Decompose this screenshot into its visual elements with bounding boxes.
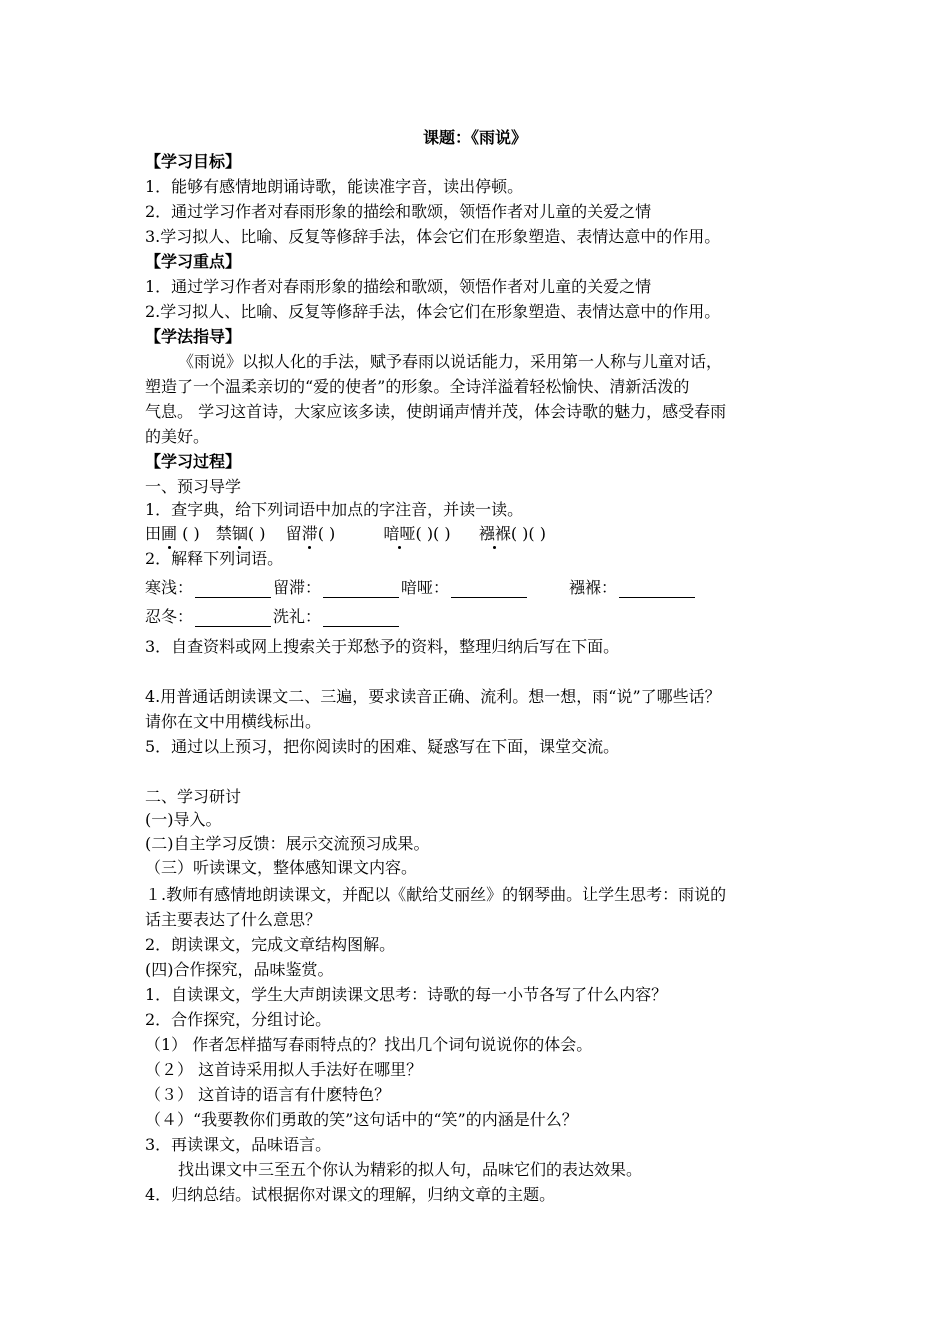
question-2: 2．解释下列词语。 [145, 549, 284, 568]
goals-heading: 【学习目标】 [145, 152, 242, 171]
term-label: 寒浅： [145, 578, 194, 597]
question-3: 3．自查资料或网上搜索关于郑愁予的资料，整理归纳后写在下面。 [145, 637, 620, 656]
step-item: 3．再读课文，品味语言。 [145, 1135, 332, 1154]
discussion-item: （1） 作者怎样描写春雨特点的？找出几个词句说说你的体会。 [145, 1035, 593, 1054]
explain-row [145, 578, 697, 598]
keypoints-heading: 【学习重点】 [145, 252, 242, 271]
step-item: 1．自读课文，学生大声朗读课文思考：诗歌的每一小节各写了什么内容？ [145, 985, 668, 1004]
guide-heading: 【学法指导】 [145, 327, 242, 346]
step-item: 2．朗读课文，完成文章结构图解。 [145, 935, 396, 954]
step-item: １.教师有感情地朗读课文，并配以《献给艾丽丝》的钢琴曲。让学生思考：雨说的 [145, 885, 727, 904]
part1-heading: 一、预习导学 [145, 477, 242, 496]
word-item: 田圃 ( ) [145, 524, 200, 543]
term-label: 留滞： [273, 578, 322, 597]
term-label: 忍冬： [145, 607, 194, 626]
step-item: 2．合作探究，分组讨论。 [145, 1010, 332, 1029]
dotted-char: 襁褓 [478, 524, 511, 543]
step-item: (一)导入。 [145, 810, 222, 829]
step-item: （三）听读课文，整体感知课文内容。 [145, 858, 418, 877]
question-4-cont: 请你在文中用横线标出。 [145, 712, 322, 731]
answer-blank[interactable] [195, 610, 271, 627]
goal-item: 1．能够有感情地朗诵诗歌，能读准字音，读出停顿。 [145, 177, 524, 196]
part2-heading: 二、学习研讨 [145, 787, 242, 806]
goal-item: 3.学习拟人、比喻、反复等修辞手法，体会它们在形象塑造、表情达意中的作用。 [145, 227, 721, 246]
step-item: 4．归纳总结。试根据你对课文的理解，归纳文章的主题。 [145, 1185, 556, 1204]
guide-line: 气息。 学习这首诗，大家应该多读，使朗诵声情并茂，体会诗歌的魅力，感受春雨 [145, 402, 727, 421]
dotted-char: 滞 [301, 524, 318, 543]
word-list [145, 524, 546, 544]
process-heading: 【学习过程】 [145, 452, 242, 471]
explain-row [145, 607, 401, 627]
step-item-cont: 找出课文中三至五个你认为精彩的拟人句，品味它们的表达效果。 [178, 1160, 643, 1179]
dotted-char: 圃 [161, 524, 178, 543]
question-5: 5．通过以上预习，把你阅读时的困难、疑惑写在下面，课堂交流。 [145, 737, 620, 756]
question-1: 1．查字典，给下列词语中加点的字注音，并读一读。 [145, 500, 524, 519]
answer-blank[interactable] [619, 581, 695, 598]
answer-blank[interactable] [323, 581, 399, 598]
page-title: 课题：《雨说》 [422, 128, 527, 147]
dotted-char: 喑哑 [383, 524, 416, 543]
word-item: 禁锢( ) [215, 524, 266, 543]
word-item: 喑哑( )( ) [383, 524, 451, 543]
guide-line: 的美好。 [145, 427, 210, 446]
answer-blank[interactable] [323, 610, 399, 627]
step-item-cont: 话主要表达了什么意思？ [145, 910, 322, 929]
term-label: 襁褓： [569, 578, 618, 597]
term-label: 洗礼： [273, 607, 322, 626]
keypoint-item: 2.学习拟人、比喻、反复等修辞手法，体会它们在形象塑造、表情达意中的作用。 [145, 302, 721, 321]
word-item: 留滞( ) [285, 524, 336, 543]
word-item: 襁褓( )( ) [478, 524, 546, 543]
question-4: 4.用普通话朗读课文二、三遍，要求读音正确、流利。想一想，雨“说”了哪些话？ [145, 687, 721, 706]
dotted-char: 锢 [231, 524, 248, 543]
answer-blank[interactable] [451, 581, 527, 598]
answer-blank[interactable] [195, 581, 271, 598]
term-label: 喑哑： [401, 578, 450, 597]
step-item: (二)自主学习反馈：展示交流预习成果。 [145, 834, 430, 853]
discussion-item: （２） 这首诗采用拟人手法好在哪里？ [145, 1060, 423, 1079]
discussion-item: （４）“我要教你们勇敢的笑”这句话中的“笑”的内涵是什么？ [145, 1110, 578, 1129]
step-item: (四)合作探究，品味鉴赏。 [145, 960, 334, 979]
guide-line: 塑造了一个温柔亲切的“爱的使者”的形象。全诗洋溢着轻松愉快、清新活泼的 [145, 377, 690, 396]
guide-line: 《雨说》以拟人化的手法，赋予春雨以说话能力，采用第一人称与儿童对话， [178, 352, 723, 371]
keypoint-item: 1．通过学习作者对春雨形象的描绘和歌颂，领悟作者对儿童的关爱之情 [145, 277, 652, 296]
discussion-item: （３） 这首诗的语言有什麽特色？ [145, 1085, 391, 1104]
goal-item: 2．通过学习作者对春雨形象的描绘和歌颂，领悟作者对儿童的关爱之情 [145, 202, 652, 221]
